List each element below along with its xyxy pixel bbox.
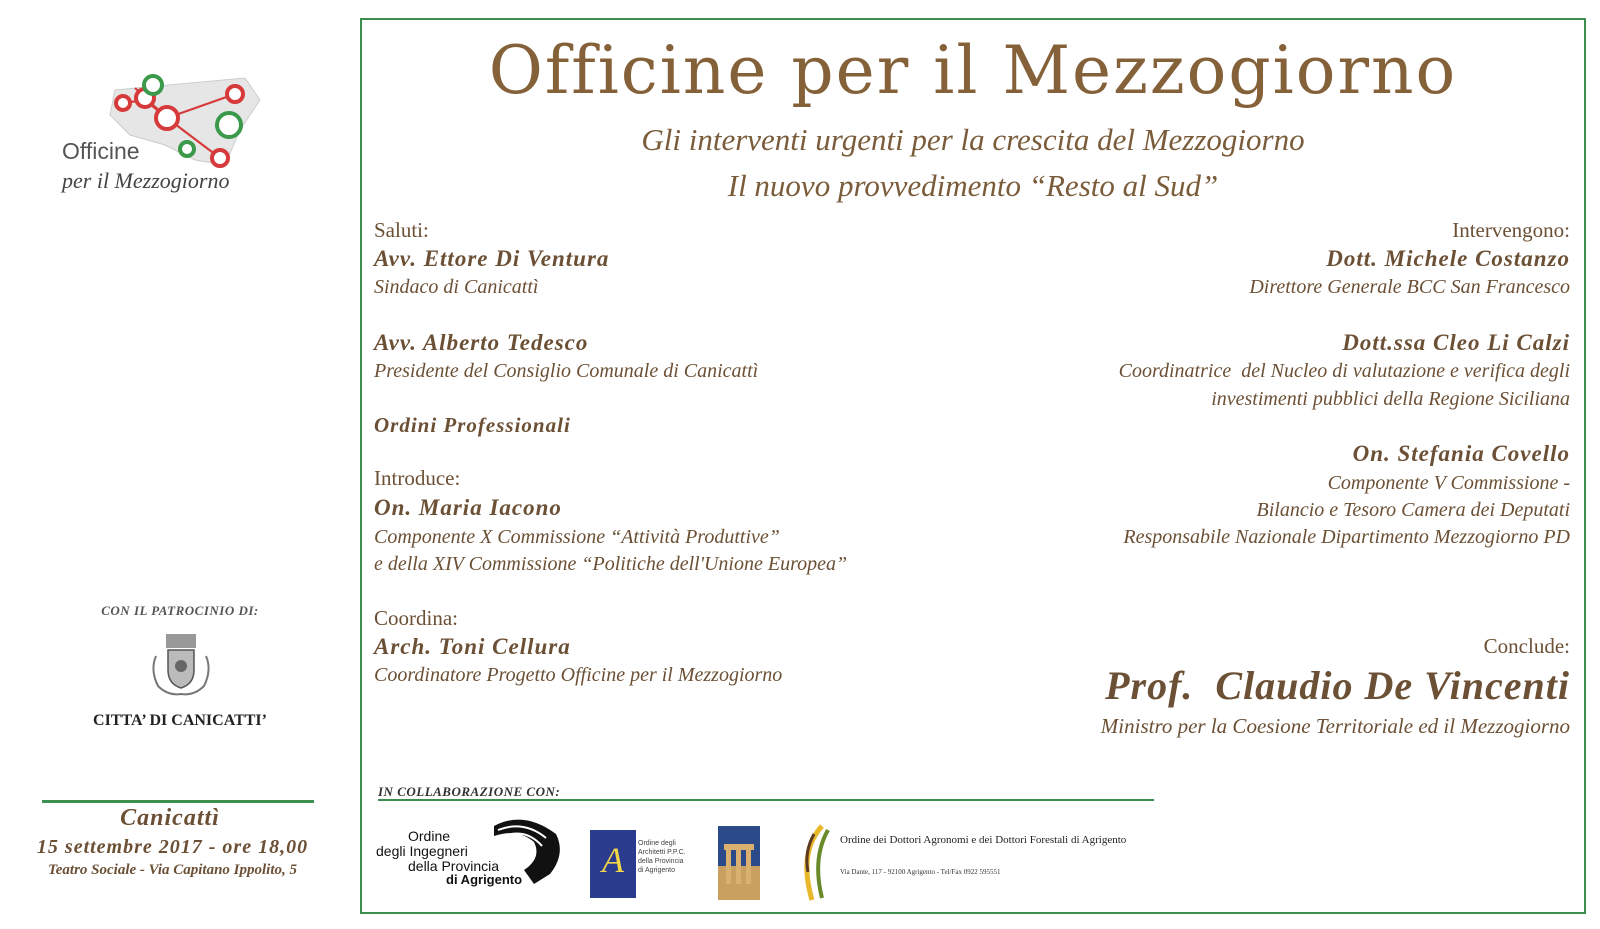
speaker-name-1: Dott. Michele Costanzo (1326, 246, 1570, 271)
architetti-line2: Architetti P.P.C. (638, 849, 686, 856)
speaker-role-2a: Coordinatrice del Nucleo di valutazione e verifica degli (1118, 360, 1570, 382)
coordina-name: Arch. Toni Cellura (374, 634, 571, 659)
logo-line2: per il Mezzogiorno (62, 168, 230, 193)
ingegneri-line2: degli Ingegneri (376, 843, 468, 859)
saluti-role-2: Presidente del Consiglio Comunale di Canicattì (374, 360, 759, 382)
crest-icon (148, 630, 214, 700)
saluti-name-2: Avv. Alberto Tedesco (374, 330, 589, 355)
patronage-city: CITTA’ DI CANICATTI’ (93, 712, 267, 729)
speaker-role-3c: Responsabile Nazionale Dipartimento Mezzogiorno PD (1123, 526, 1570, 548)
coordina-label: Coordina: (374, 606, 458, 630)
conclude-role: Ministro per la Coesione Territoriale ed il Mezzogiorno (1100, 714, 1570, 738)
patronage-label: CON IL PATROCINIO DI: (101, 603, 259, 618)
event-date: 15 settembre 2017 - ore 18,00 (36, 836, 309, 858)
architetti-logo (590, 830, 700, 900)
agronomi-logo (792, 822, 1172, 902)
collaboration-divider (378, 799, 1154, 801)
left-column (0, 0, 340, 929)
speaker-name-2: Dott.ssa Cleo Li Calzi (1342, 330, 1570, 355)
event-logo (55, 70, 295, 200)
subtitle-1: Gli interventi urgenti per la crescita del Mezzogiorno (641, 122, 1305, 157)
agronomi-title: Ordine dei Dottori Agronomi e dei Dottori Forestali di Agrigento (840, 834, 1127, 846)
temple-icon (718, 826, 760, 900)
agronomi-address: Via Dante, 117 - 92100 Agrigento - Tel/Fax 0922 595551 (840, 868, 1001, 876)
ingegneri-line3: della Provincia (408, 858, 500, 874)
logo-line1: Officine (62, 138, 140, 164)
speaker-role-3a: Componente V Commissione - (1327, 472, 1570, 494)
saluti-name-1: Avv. Ettore Di Ventura (374, 246, 610, 271)
ingegneri-logo (376, 810, 566, 890)
conclude-name: Prof. Claudio De Vincenti (1105, 663, 1570, 708)
city-crest (148, 630, 214, 700)
introduce-name: On. Maria Iacono (374, 495, 562, 520)
speaker-name-3: On. Stefania Covello (1352, 441, 1570, 466)
ordini-professionali: Ordini Professionali (374, 413, 571, 437)
architetti-line1: Ordine degli (638, 840, 676, 847)
saluti-label: Saluti: (374, 218, 429, 242)
architetti-line4: di Agrigento (638, 867, 675, 874)
saluti-role-1: Sindaco di Canicattì (374, 276, 539, 298)
ingegneri-line1: Ordine (408, 828, 451, 844)
event-place: Canicattì (120, 805, 220, 831)
coordina-role: Coordinatore Progetto Officine per il Mezzogiorno (374, 664, 783, 686)
architetti-line3: della Provincia (638, 858, 684, 865)
intervengono-label: Intervengono: (1452, 218, 1570, 242)
event-divider (42, 800, 314, 803)
introduce-label: Introduce: (374, 466, 461, 490)
temple-logo (718, 826, 760, 900)
event-venue: Teatro Sociale - Via Capitano Ippolito, 5 (47, 862, 298, 878)
introduce-role-1: Componente X Commissione “Attività Produttive” (374, 526, 780, 548)
speaker-role-3b: Bilancio e Tesoro Camera dei Deputati (1256, 499, 1570, 521)
agronomi-mark-icon (792, 822, 836, 902)
speaker-role-2b: investimenti pubblici della Regione Siciliana (1211, 388, 1570, 410)
conclude-label: Conclude: (1483, 634, 1570, 658)
introduce-role-2: e della XIV Commissione “Politiche dell'Unione Europea” (374, 553, 848, 575)
architetti-mark-icon: A (590, 830, 636, 898)
speaker-role-1a: Direttore Generale BCC San Francesco (1249, 276, 1570, 298)
page-title: Officine per il Mezzogiorno (488, 32, 1458, 109)
ingegneri-line4: di Agrigento (446, 872, 523, 887)
subtitle-2: Il nuovo provvedimento “Resto al Sud” (727, 168, 1219, 203)
collaboration-label: IN COLLABORAZIONE CON: (378, 784, 561, 799)
